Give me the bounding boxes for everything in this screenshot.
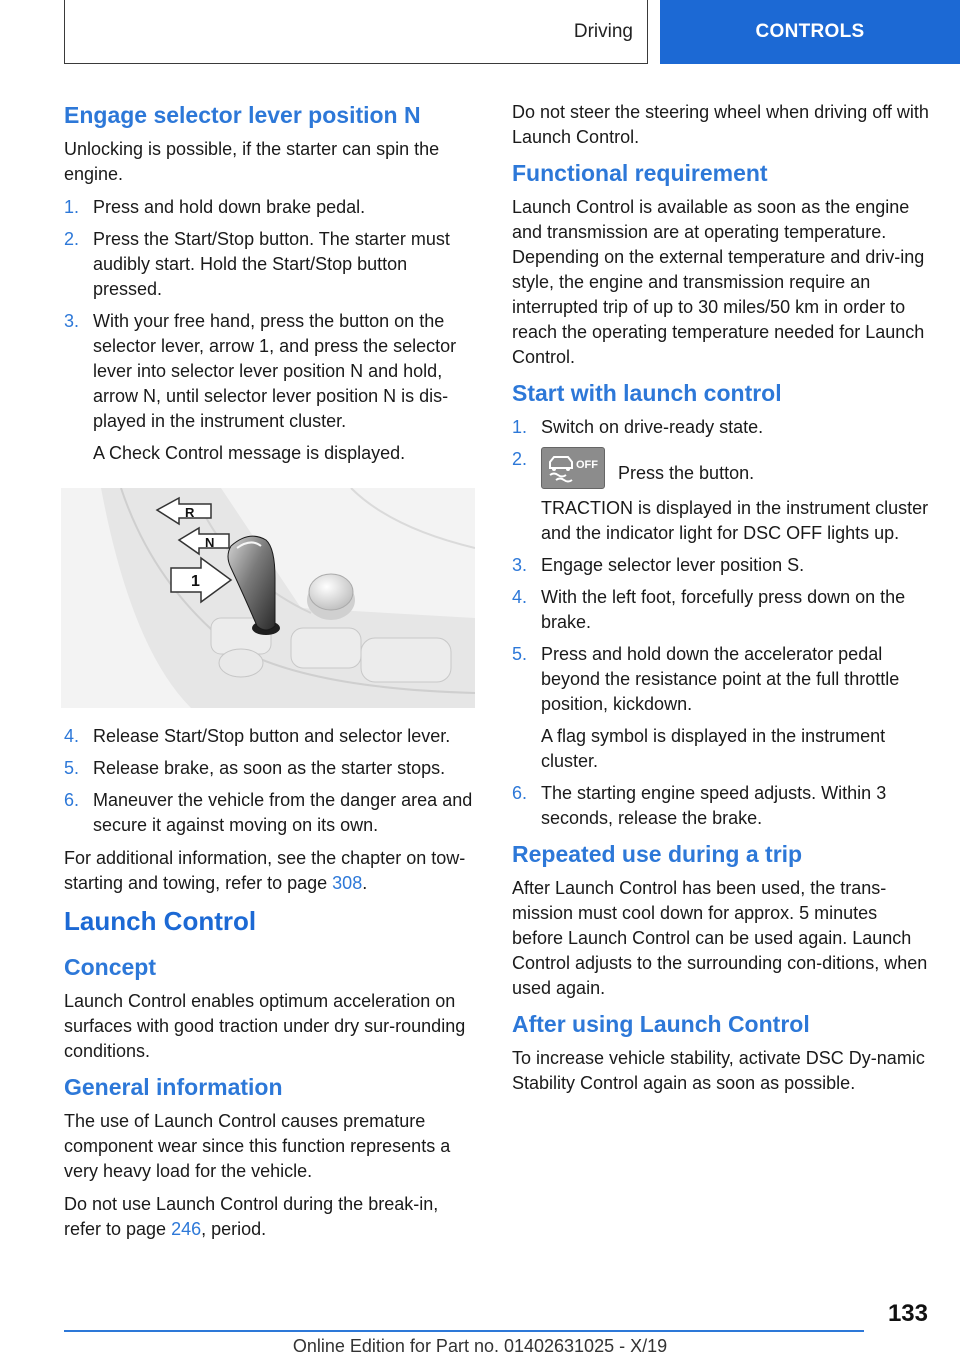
step-text: Maneuver the vehicle from the danger area and secure it against moving on its own.	[93, 790, 473, 835]
paragraph-functional: Launch Control is available as soon as the engine and transmission are at operating temperature. Depending on the external temperature and driv‐ing style, the engine and transmission require an interrupted trip of up to 30 miles/50 km in order to reach the operating temperature needed for Launch Control.	[512, 197, 925, 367]
step-number: 6.	[512, 783, 528, 803]
step-text: With the left foot, forcefully press down on the brake.	[541, 587, 906, 632]
step-subtext: A flag symbol is displayed in the instrument cluster.	[541, 726, 886, 771]
step-number: 3.	[512, 555, 528, 575]
step-text: Press the button.	[618, 463, 755, 483]
list-item	[512, 642, 932, 774]
steps-list-selector	[64, 195, 478, 466]
header-chapter-label: CONTROLS	[755, 21, 865, 42]
paragraph-text-end: .	[362, 873, 368, 893]
page-link-246[interactable]: 246	[171, 1219, 202, 1239]
paragraph-unlocking: Unlocking is possible, if the starter can spin the engine.	[64, 139, 440, 184]
selector-lever-drawing	[61, 488, 475, 708]
dsc-off-car-skid-icon	[542, 448, 604, 488]
heading-start-launch-control: Start with launch control	[512, 380, 782, 406]
paragraph-repeated: After Launch Control has been used, the trans‐mission must cool down for approx. 5 minutes before Launch Control can be used again. Launch Control adjusts to the surrounding con‐ditions, when used again.	[512, 878, 928, 998]
arrow-label-r: R	[185, 505, 195, 520]
heading-launch-control: Launch Control	[64, 906, 257, 936]
step-text: The starting engine speed adjusts. Within 3 seconds, release the brake.	[541, 783, 887, 828]
step-number: 1.	[64, 197, 80, 217]
paragraph-additional-info	[64, 846, 478, 896]
step-number: 5.	[512, 644, 528, 664]
step-subtext: A Check Control message is displayed.	[93, 443, 406, 463]
paragraph-concept: Launch Control enables optimum acceleration on surfaces with good traction under dry sur‐rounding conditions.	[64, 991, 466, 1061]
list-item	[512, 415, 932, 440]
heading-engage-selector: Engage selector lever position N	[64, 102, 421, 128]
step-number: 2.	[64, 229, 80, 249]
arrow-label-1: 1	[191, 573, 200, 590]
header-section-label: Driving	[573, 20, 633, 42]
page-number: 133	[887, 1300, 928, 1327]
steps-list-launch	[512, 415, 932, 831]
step-text: Press the Start/Stop button. The starter must audibly start. Hold the Start/Stop button pressed.	[93, 229, 450, 299]
list-item	[512, 585, 932, 635]
footer-divider	[64, 1330, 864, 1332]
list-item	[64, 788, 478, 838]
step-subtext: TRACTION is displayed in the instrument cluster and the indicator light for DSC OFF lights up.	[541, 498, 929, 543]
heading-repeated-use: Repeated use during a trip	[512, 841, 803, 867]
step-text: Engage selector lever position S.	[541, 555, 805, 575]
step-number: 2.	[512, 449, 528, 469]
paragraph-general: The use of Launch Control causes premature component wear since this function represents a very heavy load for the vehicle.	[64, 1111, 451, 1181]
paragraph-steering: Do not steer the steering wheel when driving off with Launch Control.	[512, 102, 929, 147]
paragraph-text: Do not use Launch Control during the break-in, refer to page	[64, 1194, 439, 1239]
paragraph-text: For additional information, see the chapter on tow-starting and towing, refer to page	[64, 848, 466, 893]
heading-general-information: General information	[64, 1074, 283, 1100]
dsc-off-text: OFF	[576, 459, 598, 471]
heading-after-using: After using Launch Control	[512, 1011, 810, 1037]
list-item	[512, 447, 932, 546]
dsc-off-button-icon	[541, 447, 605, 489]
header-section-box	[64, 0, 648, 64]
list-item	[64, 756, 478, 781]
page-link-308[interactable]: 308	[332, 873, 363, 893]
list-item	[64, 195, 478, 220]
step-text: Press and hold down brake pedal.	[93, 197, 366, 217]
right-column	[512, 100, 932, 1104]
arrow-label-n: N	[205, 535, 215, 550]
step-text: Release brake, as soon as the starter stops.	[93, 758, 446, 778]
footer-edition: Online Edition for Part no. 01402631025 - X/19	[292, 1336, 668, 1356]
steps-list-release	[64, 724, 478, 838]
left-column	[64, 100, 478, 1250]
paragraph-break-in	[64, 1192, 478, 1242]
step-text: With your free hand, press the button on the selector lever, arrow 1, and press the selector lever into selector lever position N and hold, arrow N, until selector lever position N is dis‐played in the instrument cluster.	[93, 311, 457, 431]
list-item	[64, 309, 478, 466]
step-number: 4.	[512, 587, 528, 607]
heading-functional-requirement: Functional requirement	[512, 160, 768, 186]
list-item	[512, 781, 932, 831]
list-item	[64, 227, 478, 302]
step-text: Press and hold down the accelerator pedal beyond the resistance point at the full throttle position, kickdown.	[541, 644, 900, 714]
list-item	[64, 724, 478, 749]
step-number: 6.	[64, 790, 80, 810]
step-number: 5.	[64, 758, 80, 778]
step-number: 1.	[512, 417, 528, 437]
paragraph-after: To increase vehicle stability, activate DSC Dy‐namic Stability Control again as soon as possible.	[512, 1048, 925, 1093]
step-number: 3.	[64, 311, 80, 331]
selector-lever-illustration	[61, 488, 475, 708]
list-item	[512, 553, 932, 578]
heading-concept: Concept	[64, 954, 156, 980]
step-text: Release Start/Stop button and selector lever.	[93, 726, 451, 746]
step-text: Switch on drive-ready state.	[541, 417, 764, 437]
step-number: 4.	[64, 726, 80, 746]
header-chapter-tab	[660, 0, 960, 64]
paragraph-text-end: , period.	[201, 1219, 267, 1239]
